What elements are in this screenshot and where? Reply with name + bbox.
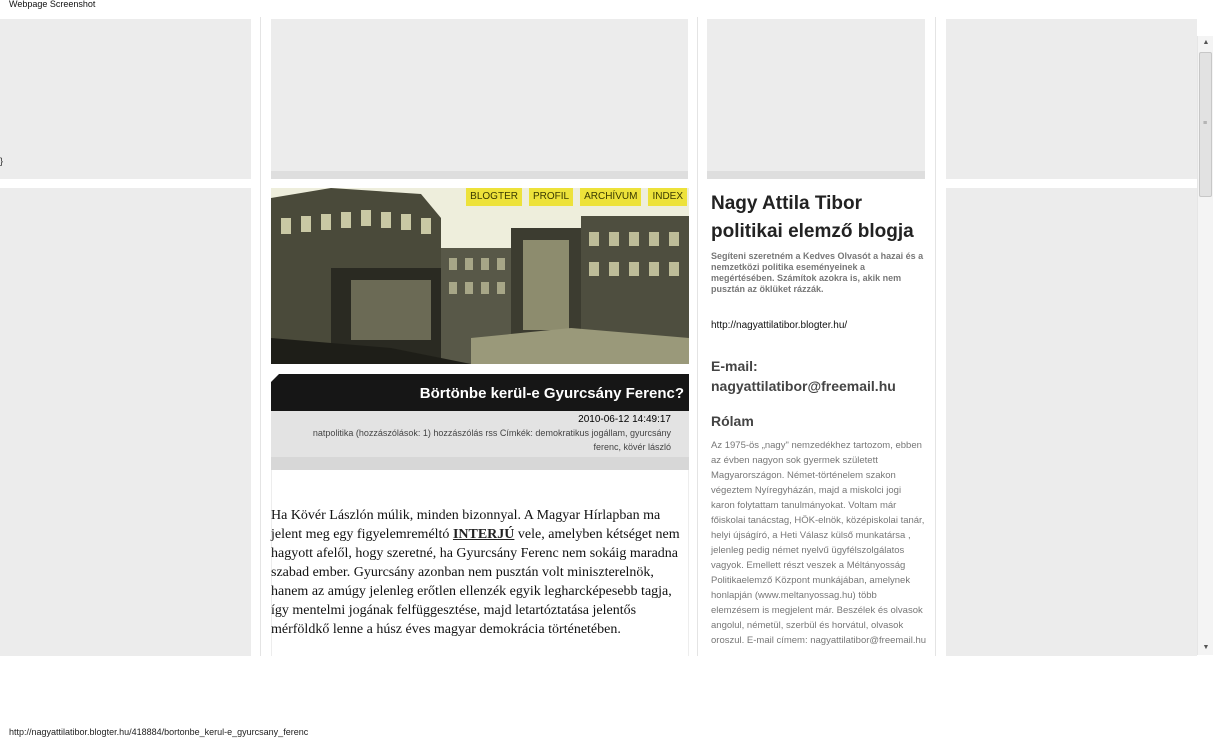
interview-link[interactable]: INTERJÚ [452, 527, 515, 542]
placeholder-block [271, 19, 688, 179]
placeholder-block [0, 188, 251, 656]
scrollbar-thumb[interactable] [1199, 52, 1212, 197]
about-text: Az 1975-ös „nagy" nemzedékhez tartozom, ebben az évben nagyon sok gyermek született Magyarországon. Német-történelem szakon végeztem Nyíregyházán, majd a miskolci jogi karon folytattam tanulmányokat. Voltam már főiskolai tanácstag, HÖK-elnök, középiskolai tanár, helyi újságíró, a Heti Válasz külső munkatársa , jelenleg pedig német nyelvű ügyfélszolgálatos vagyok. Emellett részt veszek a Méltányosság Politikaelemző Központ munkájában, amelynek honlapján (www.meltanyossag.hu) több elemzésem is megjelent már. Beszélek és olvasok angolul, németül, szerbül és horvátul, olvasok oroszul. E-mail címem: nagyattilatibor@freemail.hu [711, 440, 927, 646]
scroll-up-icon[interactable]: ▲ [1202, 39, 1210, 46]
stray-text: } [0, 156, 4, 166]
vertical-scrollbar[interactable] [1197, 36, 1213, 655]
post-title[interactable]: Börtönbe kerül-e Gyurcsány Ferenc? [271, 374, 689, 411]
post-body [271, 506, 691, 639]
blog-title: Nagy Attila Tibor politikai elemző blogja [711, 193, 914, 242]
nav-link-archivum[interactable]: ARCHÍVUM [580, 188, 641, 206]
email-contact[interactable]: E-mail: nagyattilatibor@freemail.hu [711, 358, 896, 394]
post-date: 2010-06-12 14:49:17 [578, 414, 671, 425]
nav-link-blogter[interactable]: BLOGTER [466, 188, 522, 206]
scroll-down-icon[interactable]: ▼ [1202, 644, 1210, 651]
blog-header-image [271, 188, 689, 364]
post-text: vele, amelyben kétséget nem hagyott afelől, hogy szeretné, ha Gyurcsány Ferenc nem sokáig maradna szabad ember. Gyurcsány azonban nem pusztán volt miniszterelnök, hanem az amúgy jelenleg erőtlen ellenzék egyik legharcképesebb tagja, így mentelmi jogának felfüggesztése, majd letartóztatása jelentős mérföldkő lenne a húsz éves magyar demokrácia történetében. [271, 527, 680, 637]
placeholder-block [946, 188, 1197, 656]
column-divider [260, 17, 261, 656]
screenshot-caption: Webpage Screenshot [9, 0, 96, 9]
nav-link-profil[interactable]: PROFIL [529, 188, 573, 206]
meta-divider [271, 457, 689, 470]
column-divider [935, 17, 936, 656]
blog-description: Segíteni szeretném a Kedves Olvasót a hazai és a nemzetközi politika eseményeinek a megértésében. Számítok azokra is, akik nem pusztán az öklüket rázzák. [711, 251, 924, 294]
nav-link-index[interactable]: INDEX [648, 188, 687, 206]
placeholder-block [946, 19, 1197, 179]
post-meta [271, 411, 689, 457]
blog-top-navigation [466, 188, 687, 206]
post-tags-line[interactable]: ferenc, kövér lászló [593, 442, 671, 452]
placeholder-block [0, 19, 251, 179]
placeholder-block [707, 19, 925, 179]
blog-url-link[interactable]: http://nagyattilatibor.blogter.hu/ [711, 320, 848, 331]
post-tags-line[interactable]: natpolitika (hozzászólások: 1) hozzászólás rss Címkék: demokratikus jogállam, gyurcsány [312, 428, 671, 438]
browser-viewport [0, 17, 1220, 656]
status-bar-url: http://nagyattilatibor.blogter.hu/418884/bortonbe_kerul-e_gyurcsany_ferenc [9, 727, 309, 737]
post-text: Ha Kövér Lászlón múlik, minden bizonnyal. A Magyar Hírlapban ma jelent meg egy figyelemreméltó [271, 508, 661, 542]
city-rooftops-photo [271, 188, 689, 364]
column-divider [697, 17, 698, 656]
grip-icon: ≡ [1203, 120, 1208, 127]
about-heading: Rólam [711, 413, 754, 429]
